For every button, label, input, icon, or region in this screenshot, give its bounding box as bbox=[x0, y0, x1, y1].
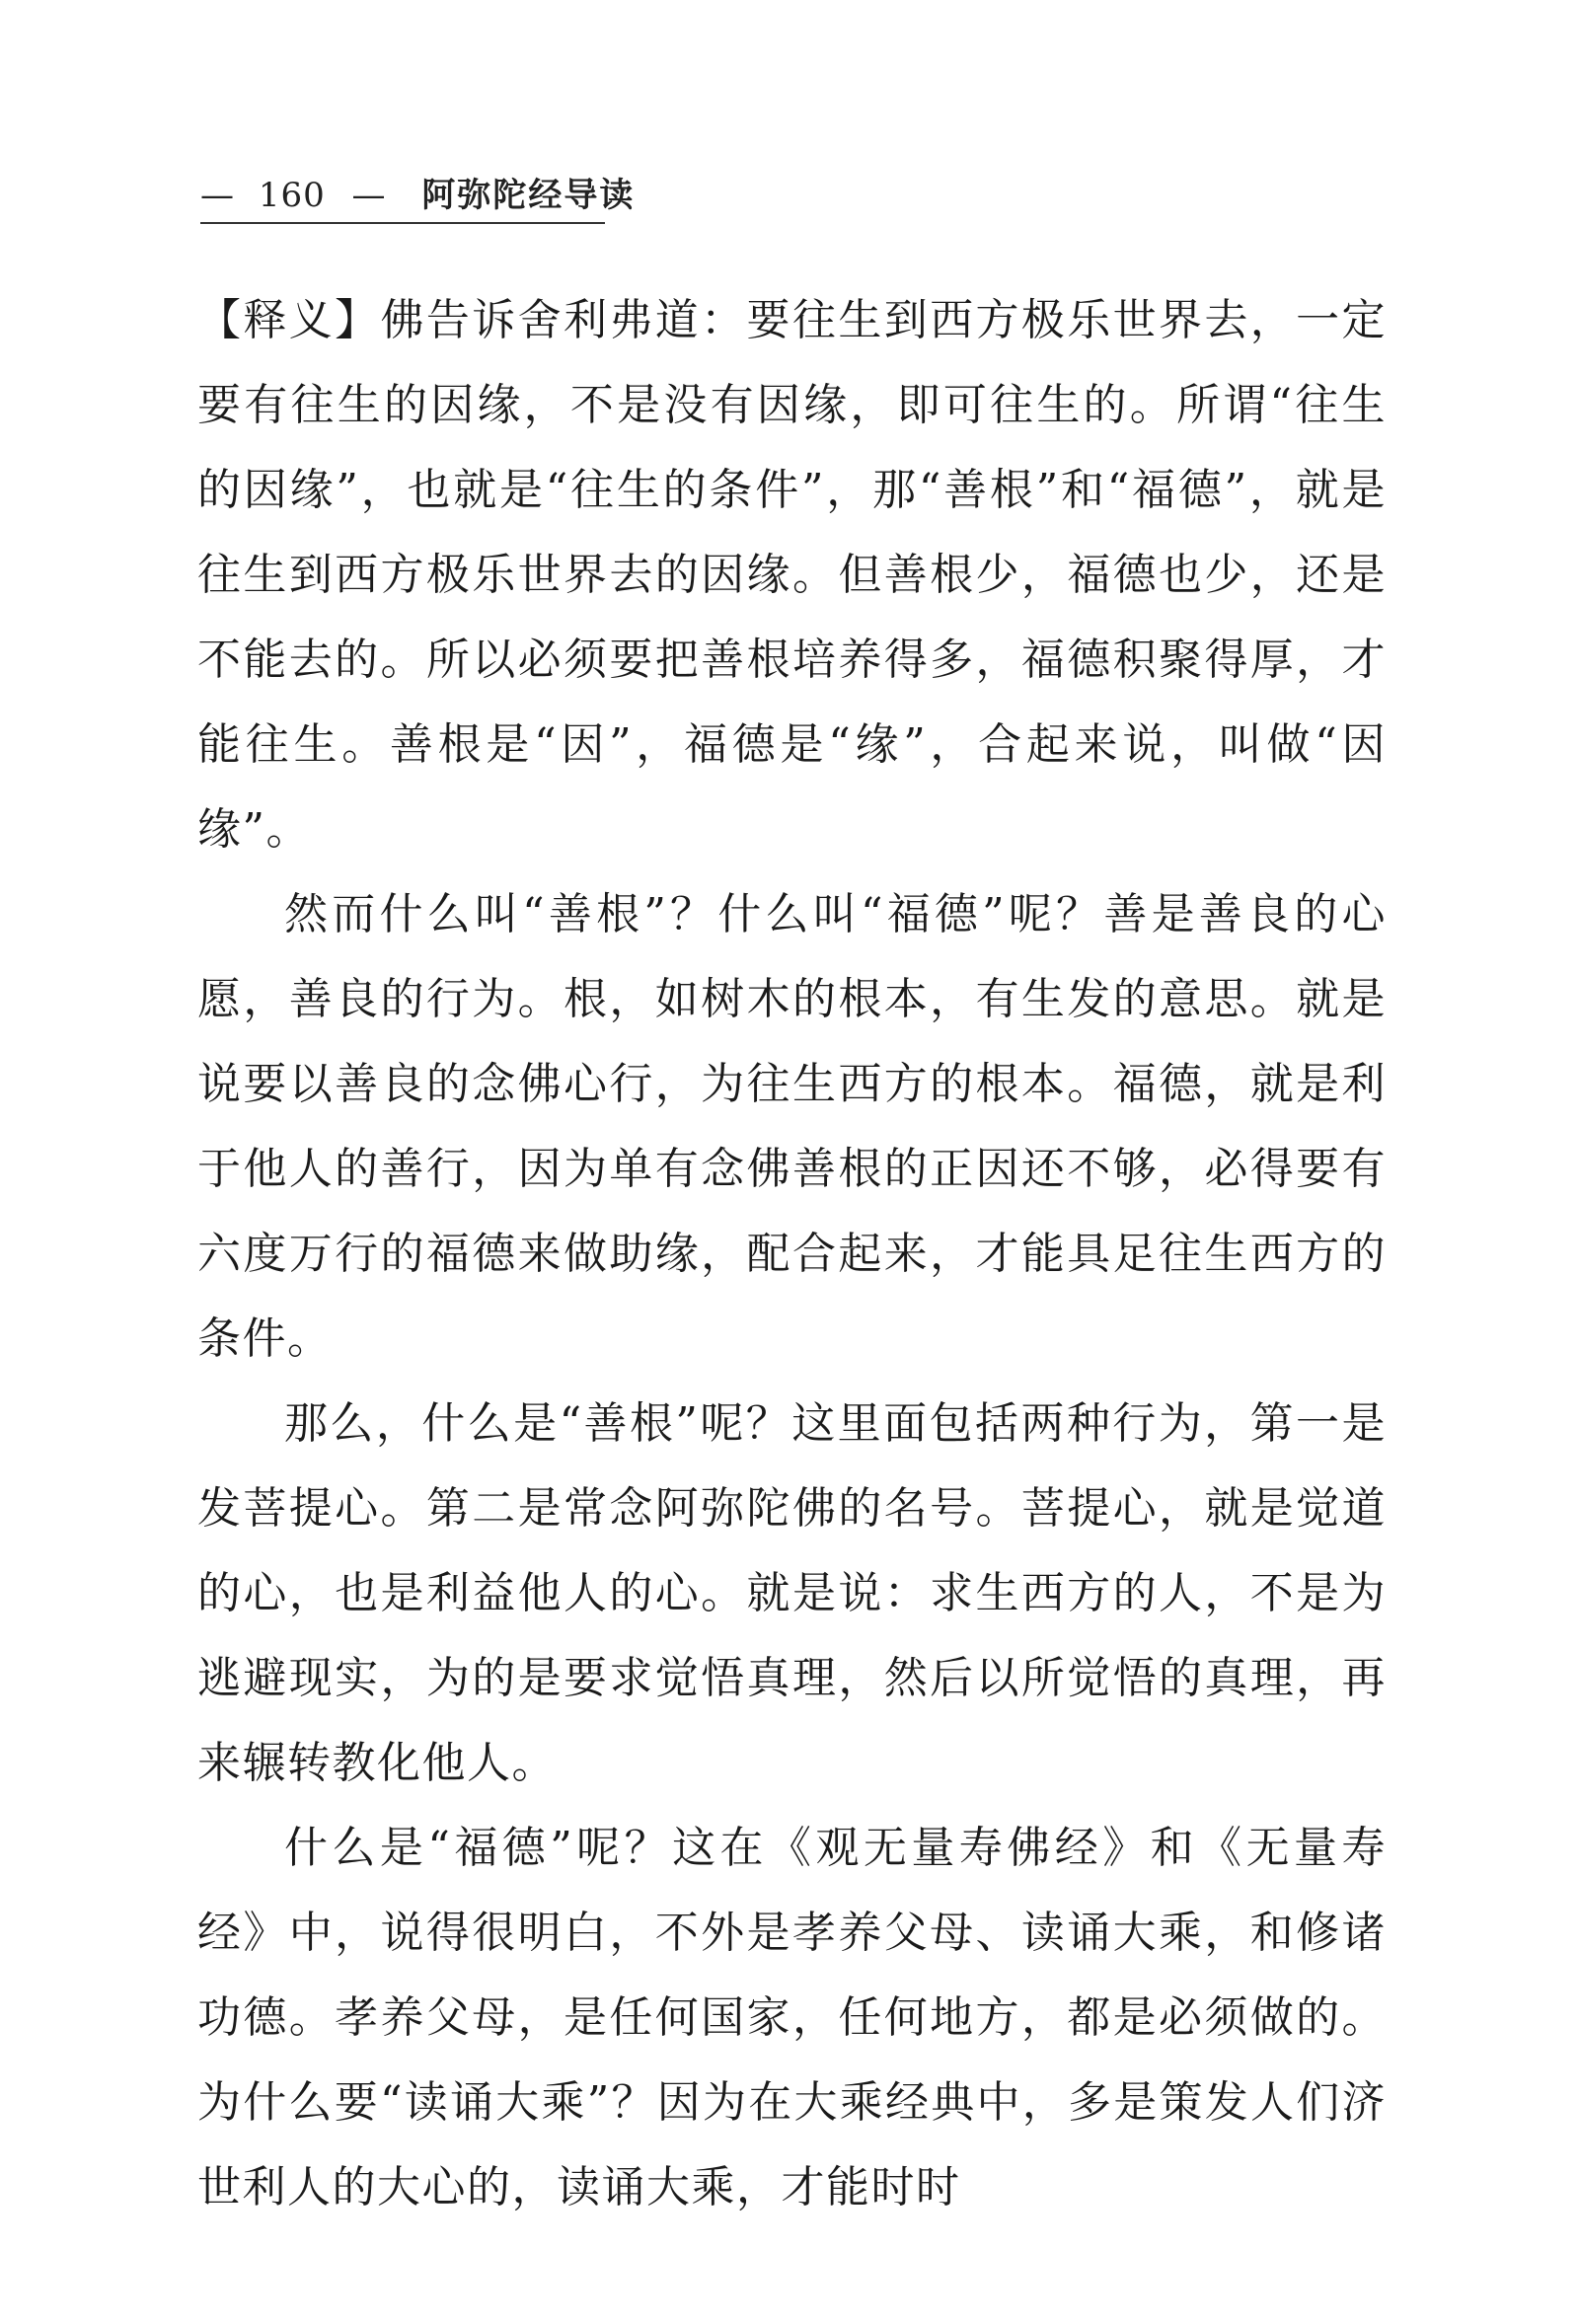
page-number: 160 bbox=[258, 176, 326, 215]
paragraph-what-is-good-root: 那么，什么是“善根”呢？这里面包括两种行为，第一是发菩提心。第二是常念阿弥陀佛的名号。菩提心，就是觉道的心，也是利益他人的心。就是说：求生西方的人，不是为逃避现实，为的是要求觉悟真理，然后以所觉悟的真理，再来辗转教化他人。 bbox=[197, 1398, 1387, 1788]
book-title: 阿弥陀经导读 bbox=[421, 176, 636, 215]
header-rule bbox=[200, 222, 605, 224]
running-head bbox=[200, 170, 636, 227]
paragraph-good-roots-question: 然而什么叫“善根”？什么叫“福德”呢？善是善良的心愿，善良的行为。根，如树木的根本，有生发的意思。就是说要以善良的念佛心行，为往生西方的根本。福德，就是利于他人的善行，因为单有念佛善根的正因还不够，必得要有六度万行的福德来做助缘，配合起来，才能具足往生西方的条件。 bbox=[197, 889, 1387, 1364]
body-text bbox=[197, 278, 1387, 2230]
header-dash-right: — bbox=[351, 176, 386, 215]
paragraph-explanation: 【释义】佛告诉舍利弗道：要往生到西方极乐世界去，一定要有往生的因缘，不是没有因缘，即可往生的。所谓“往生的因缘”，也就是“往生的条件”，那“善根”和“福德”，就是往生到西方极乐世界去的因缘。但善根少，福德也少，还是不能去的。所以必须要把善根培养得多，福德积聚得厚，才能往生。善根是“因”，福德是“缘”，合起来说，叫做“因缘”。 bbox=[197, 295, 1387, 855]
paragraph-what-is-merit: 什么是“福德”呢？这在《观无量寿佛经》和《无量寿经》中，说得很明白，不外是孝养父母、读诵大乘，和修诸功德。孝养父母，是任何国家，任何地方，都是必须做的。为什么要“读诵大乘”？因为在大乘经典中，多是策发人们济世利人的大心的，读诵大乘，才能时时 bbox=[197, 1823, 1387, 2212]
header-dash-left: — bbox=[200, 176, 234, 215]
